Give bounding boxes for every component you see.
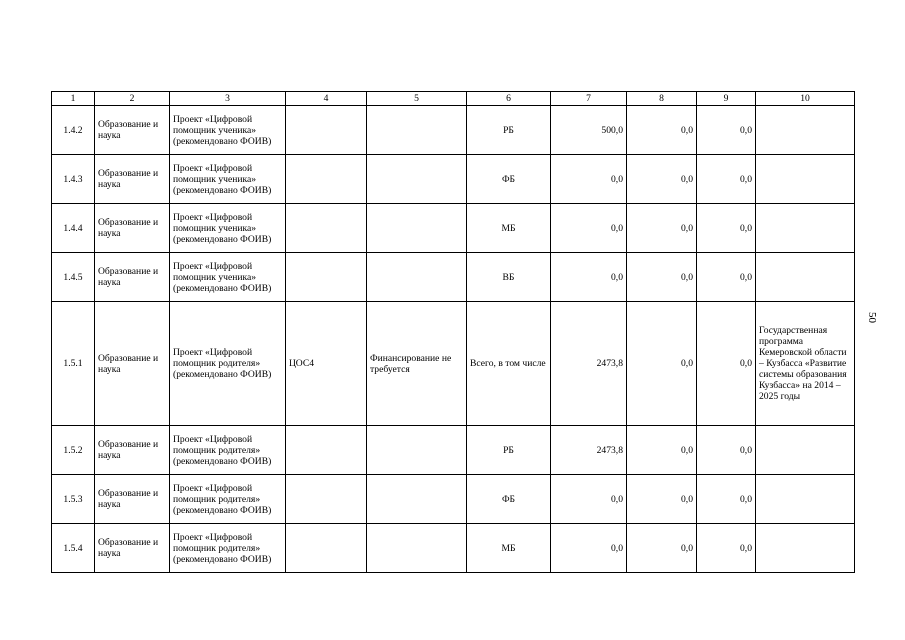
- page-number: 50: [866, 312, 878, 323]
- cell-project: Проект «Цифровой помощник родителя» (рекомендовано ФОИВ): [170, 475, 286, 524]
- cell-source: ФБ: [467, 475, 551, 524]
- cell-code: [286, 426, 367, 475]
- cell-value-9: 0,0: [697, 475, 756, 524]
- cell-value-7: 0,0: [551, 524, 627, 573]
- cell-index: 1.5.3: [52, 475, 95, 524]
- cell-code: [286, 253, 367, 302]
- table-row: [52, 475, 855, 524]
- cell-financing: [367, 426, 467, 475]
- cell-financing: Финансирование не требуется: [367, 302, 467, 426]
- cell-index: 1.4.2: [52, 106, 95, 155]
- cell-value-8: 0,0: [627, 302, 697, 426]
- cell-source: МБ: [467, 524, 551, 573]
- cell-project: Проект «Цифровой помощник родителя» (рекомендовано ФОИВ): [170, 302, 286, 426]
- cell-value-8: 0,0: [627, 155, 697, 204]
- table-row: [52, 524, 855, 573]
- table-header-row: [52, 92, 855, 106]
- cell-value-7: 500,0: [551, 106, 627, 155]
- data-table: [51, 91, 855, 573]
- cell-program: [756, 155, 855, 204]
- column-header: 8: [627, 92, 697, 106]
- cell-value-8: 0,0: [627, 106, 697, 155]
- cell-value-8: 0,0: [627, 253, 697, 302]
- cell-value-7: 2473,8: [551, 302, 627, 426]
- cell-value-7: 2473,8: [551, 426, 627, 475]
- cell-program: [756, 204, 855, 253]
- cell-source: ФБ: [467, 155, 551, 204]
- cell-sector: Образование и наука: [95, 302, 170, 426]
- cell-sector: Образование и наука: [95, 106, 170, 155]
- cell-value-9: 0,0: [697, 524, 756, 573]
- column-header: 10: [756, 92, 855, 106]
- cell-source: ВБ: [467, 253, 551, 302]
- cell-index: 1.4.3: [52, 155, 95, 204]
- cell-program: [756, 524, 855, 573]
- cell-value-9: 0,0: [697, 253, 756, 302]
- cell-financing: [367, 204, 467, 253]
- cell-sector: Образование и наука: [95, 426, 170, 475]
- cell-project: Проект «Цифровой помощник ученика» (рекомендовано ФОИВ): [170, 155, 286, 204]
- cell-value-9: 0,0: [697, 106, 756, 155]
- cell-value-8: 0,0: [627, 475, 697, 524]
- cell-sector: Образование и наука: [95, 155, 170, 204]
- cell-financing: [367, 524, 467, 573]
- cell-code: [286, 106, 367, 155]
- column-header: 4: [286, 92, 367, 106]
- cell-code: [286, 475, 367, 524]
- cell-index: 1.4.5: [52, 253, 95, 302]
- cell-value-9: 0,0: [697, 155, 756, 204]
- cell-value-8: 0,0: [627, 426, 697, 475]
- cell-financing: [367, 106, 467, 155]
- cell-project: Проект «Цифровой помощник родителя» (рекомендовано ФОИВ): [170, 524, 286, 573]
- cell-value-7: 0,0: [551, 204, 627, 253]
- cell-sector: Образование и наука: [95, 475, 170, 524]
- table-row: [52, 302, 855, 426]
- table-row: [52, 426, 855, 475]
- cell-value-9: 0,0: [697, 302, 756, 426]
- cell-project: Проект «Цифровой помощник ученика» (рекомендовано ФОИВ): [170, 253, 286, 302]
- cell-index: 1.5.2: [52, 426, 95, 475]
- cell-program: [756, 475, 855, 524]
- cell-code: [286, 524, 367, 573]
- cell-source: РБ: [467, 426, 551, 475]
- table-row: [52, 204, 855, 253]
- cell-index: 1.4.4: [52, 204, 95, 253]
- cell-source: РБ: [467, 106, 551, 155]
- column-header: 6: [467, 92, 551, 106]
- cell-index: 1.5.1: [52, 302, 95, 426]
- cell-source: МБ: [467, 204, 551, 253]
- cell-value-9: 0,0: [697, 426, 756, 475]
- column-header: 5: [367, 92, 467, 106]
- cell-financing: [367, 475, 467, 524]
- cell-program: [756, 106, 855, 155]
- cell-value-7: 0,0: [551, 475, 627, 524]
- cell-sector: Образование и наука: [95, 204, 170, 253]
- cell-value-9: 0,0: [697, 204, 756, 253]
- cell-project: Проект «Цифровой помощник ученика» (рекомендовано ФОИВ): [170, 106, 286, 155]
- cell-source: Всего, в том числе: [467, 302, 551, 426]
- cell-value-8: 0,0: [627, 204, 697, 253]
- cell-value-8: 0,0: [627, 524, 697, 573]
- column-header: 2: [95, 92, 170, 106]
- cell-project: Проект «Цифровой помощник родителя» (рекомендовано ФОИВ): [170, 426, 286, 475]
- table-row: [52, 155, 855, 204]
- cell-code: [286, 155, 367, 204]
- cell-value-7: 0,0: [551, 155, 627, 204]
- column-header: 9: [697, 92, 756, 106]
- cell-program: Государственная программа Кемеровской области – Кузбасса «Развитие системы образования Кузбасса» на 2014 – 2025 годы: [756, 302, 855, 426]
- cell-financing: [367, 253, 467, 302]
- cell-program: [756, 253, 855, 302]
- cell-program: [756, 426, 855, 475]
- cell-financing: [367, 155, 467, 204]
- cell-code: [286, 204, 367, 253]
- table-row: [52, 106, 855, 155]
- cell-sector: Образование и наука: [95, 253, 170, 302]
- cell-sector: Образование и наука: [95, 524, 170, 573]
- cell-index: 1.5.4: [52, 524, 95, 573]
- column-header: 1: [52, 92, 95, 106]
- table-row: [52, 253, 855, 302]
- column-header: 7: [551, 92, 627, 106]
- cell-value-7: 0,0: [551, 253, 627, 302]
- cell-project: Проект «Цифровой помощник ученика» (рекомендовано ФОИВ): [170, 204, 286, 253]
- cell-code: ЦОС4: [286, 302, 367, 426]
- column-header: 3: [170, 92, 286, 106]
